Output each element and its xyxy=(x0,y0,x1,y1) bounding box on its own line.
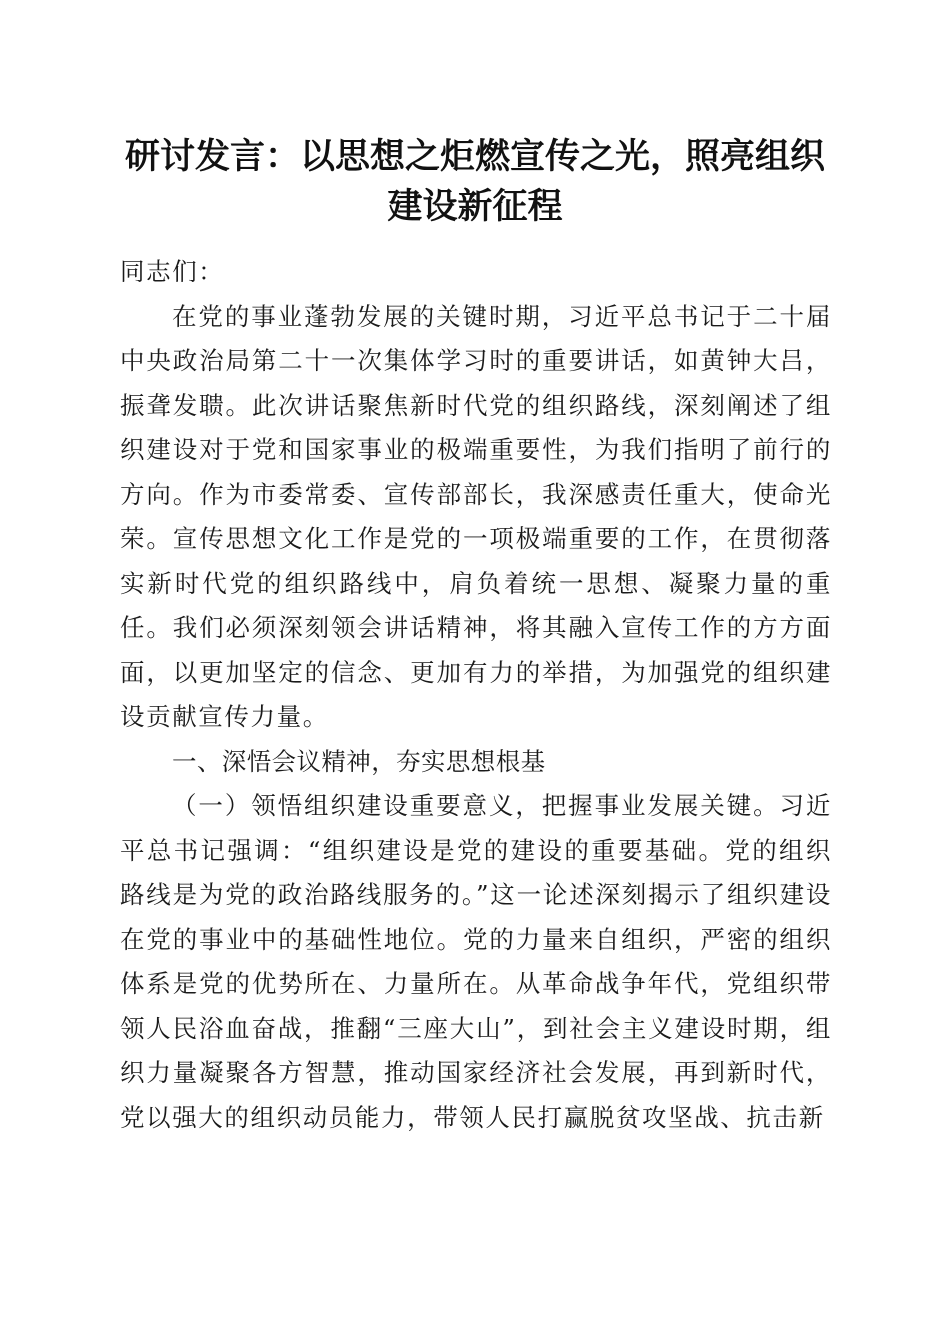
salutation: 同志们： xyxy=(120,257,225,286)
title-line-1: 研讨发言：以思想之炬燃宣传之光，照亮组织 xyxy=(124,136,825,177)
paragraph-intro: 在党的事业蓬勃发展的关键时期，习近平总书记于二十届中央政治局第二十一次集体学习时的重要讲话，如黄钟大吕，振聋发聩。此次讲话聚焦新时代党的组织路线，深刻阐述了组织建设对于党和国家事业的极端重要性，为我们指明了前行的方向。作为市委常委、宣传部部长，我深感责任重大，使命光荣。宣传思想文化工作是党的一项极端重要的工作，在贯彻落实新时代党的组织路线中，肩负着统一思想、凝聚力量的重任。我们必须深刻领会讲话精神，将其融入宣传工作的方方面面，以更加坚定的信念、更加有力的举措，为加强党的组织建设贡献宣传力量。 xyxy=(120,301,832,731)
document-title xyxy=(100,132,850,232)
section-heading-1: 一、深悟会议精神，夯实思想根基 xyxy=(172,746,546,776)
document-body xyxy=(120,250,832,1140)
paragraph-subsection-1: （一）领悟组织建设重要意义，把握事业发展关键。习近平总书记强调：“组织建设是党的建设的重要基础。党的组织路线是为党的政治路线服务的。”这一论述深刻揭示了组织建设在党的事业中的基础性地位。党的力量来自组织，严密的组织体系是党的优势所在、力量所在。从革命战争年代，党组织带领人民浴血奋战，推翻“三座大山”，到社会主义建设时期，组织力量凝聚各方智慧，推动国家经济社会发展，再到新时代，党以强大的组织动员能力，带领人民打赢脱贫攻坚战、抗击新 xyxy=(120,791,832,1132)
title-line-2: 建设新征程 xyxy=(387,186,563,227)
